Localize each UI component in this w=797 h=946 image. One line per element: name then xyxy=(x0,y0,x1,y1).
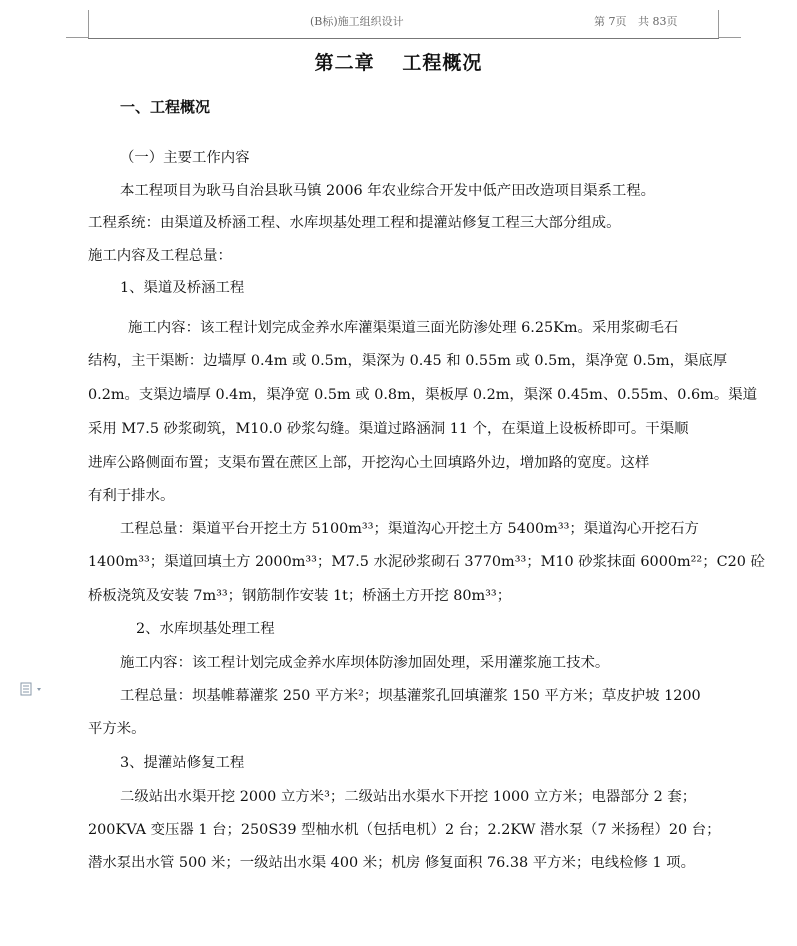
subsection-heading: （一）主要工作内容 xyxy=(120,150,250,166)
item-heading: 2、水库坝基处理工程 xyxy=(136,621,275,637)
paragraph-line: 施工内容及工程总量： xyxy=(88,248,232,264)
crop-mark-left xyxy=(88,10,89,38)
header-doc-title: (B标)施工组织设计 xyxy=(310,15,404,28)
header-page-total: 共 83页 xyxy=(638,15,678,28)
paragraph-line: 桥板浇筑及安装 7m³³；钢筋制作安装 1t；桥涵土方开挖 80m³³； xyxy=(88,588,512,604)
paragraph-line: 本工程项目为耿马自治县耿马镇 2006 年农业综合开发中低产田改造项目渠系工程。 xyxy=(120,183,656,199)
paragraph-line: 工程系统：由渠道及桥涵工程、水库坝基处理工程和提灌站修复工程三大部分组成。 xyxy=(88,215,621,231)
paragraph-line: 潜水泵出水管 500 米；一级站出水渠 400 米；机房 修复面积 76.38 平方米；电线检修 1 项。 xyxy=(88,855,695,871)
paragraph-line: 进库公路侧面布置；支渠布置在蔗区上部，开挖沟心土回填路外边，增加路的宽度。这样 xyxy=(88,455,650,471)
chapter-number: 第二章 xyxy=(314,52,375,74)
paragraph-line: 0.2m。支渠边墙厚 0.4m，渠净宽 0.5m 或 0.8m，渠板厚 0.2m，渠深 0.45m、0.55m、0.6m。渠道 xyxy=(88,387,757,403)
paragraph-line: 施工内容：该工程计划完成金养水库灌渠渠道三面光防渗处理 6.25Km。采用浆砌毛石 xyxy=(128,320,679,336)
paragraph-line: 有利于排水。 xyxy=(88,488,175,504)
chapter-title xyxy=(0,48,797,75)
item-heading: 1、渠道及桥涵工程 xyxy=(120,280,245,296)
section-heading: 一、工程概况 xyxy=(120,98,211,116)
paragraph-marker-icon[interactable] xyxy=(20,682,46,696)
crop-mark-left-h xyxy=(66,37,88,38)
header-page-number: 第 7页 xyxy=(594,15,627,28)
paragraph-line: 1400m³³；渠道回填土方 2000m³³；M7.5 水泥砂浆砌石 3770m³³；M10 砂浆抹面 6000m²²；C20 砼 xyxy=(88,554,765,570)
paragraph-line: 结构，主干渠断：边墙厚 0.4m 或 0.5m，渠深为 0.45 和 0.55m 或 0.5m，渠净宽 0.5m，渠底厚 xyxy=(88,353,728,369)
paragraph-line: 施工内容：该工程计划完成金养水库坝体防渗加固处理，采用灌浆施工技术。 xyxy=(120,655,610,671)
paragraph-line: 工程总量：渠道平台开挖土方 5100m³³；渠道沟心开挖土方 5400m³³；渠道沟心开挖石方 xyxy=(120,521,699,537)
paragraph-line: 200KVA 变压器 1 台；250S39 型柚水机（包括电机）2 台；2.2KW 潜水泵（7 米扬程）20 台； xyxy=(88,822,721,838)
paragraph-line: 平方米。 xyxy=(88,721,146,737)
paragraph-line: 二级站出水渠开挖 2000 立方米³；二级站出水渠水下开挖 1000 立方米；电器部分 2 套； xyxy=(120,789,697,805)
header-page-info xyxy=(594,13,686,29)
crop-mark-right-h xyxy=(719,37,741,38)
paragraph-line: 工程总量：坝基帷幕灌浆 250 平方米²；坝基灌浆孔回填灌浆 150 平方米；草皮护坡 1200 xyxy=(120,688,701,704)
paragraph-line: 采用 M7.5 砂浆砌筑，M10.0 砂浆勾缝。渠道过路涵洞 11 个，在渠道上设板桥即可。干渠顺 xyxy=(88,421,689,437)
chapter-name: 工程概况 xyxy=(402,52,483,74)
header-rule xyxy=(88,38,719,39)
crop-mark-right xyxy=(718,10,719,38)
item-heading: 3、提灌站修复工程 xyxy=(120,755,245,771)
